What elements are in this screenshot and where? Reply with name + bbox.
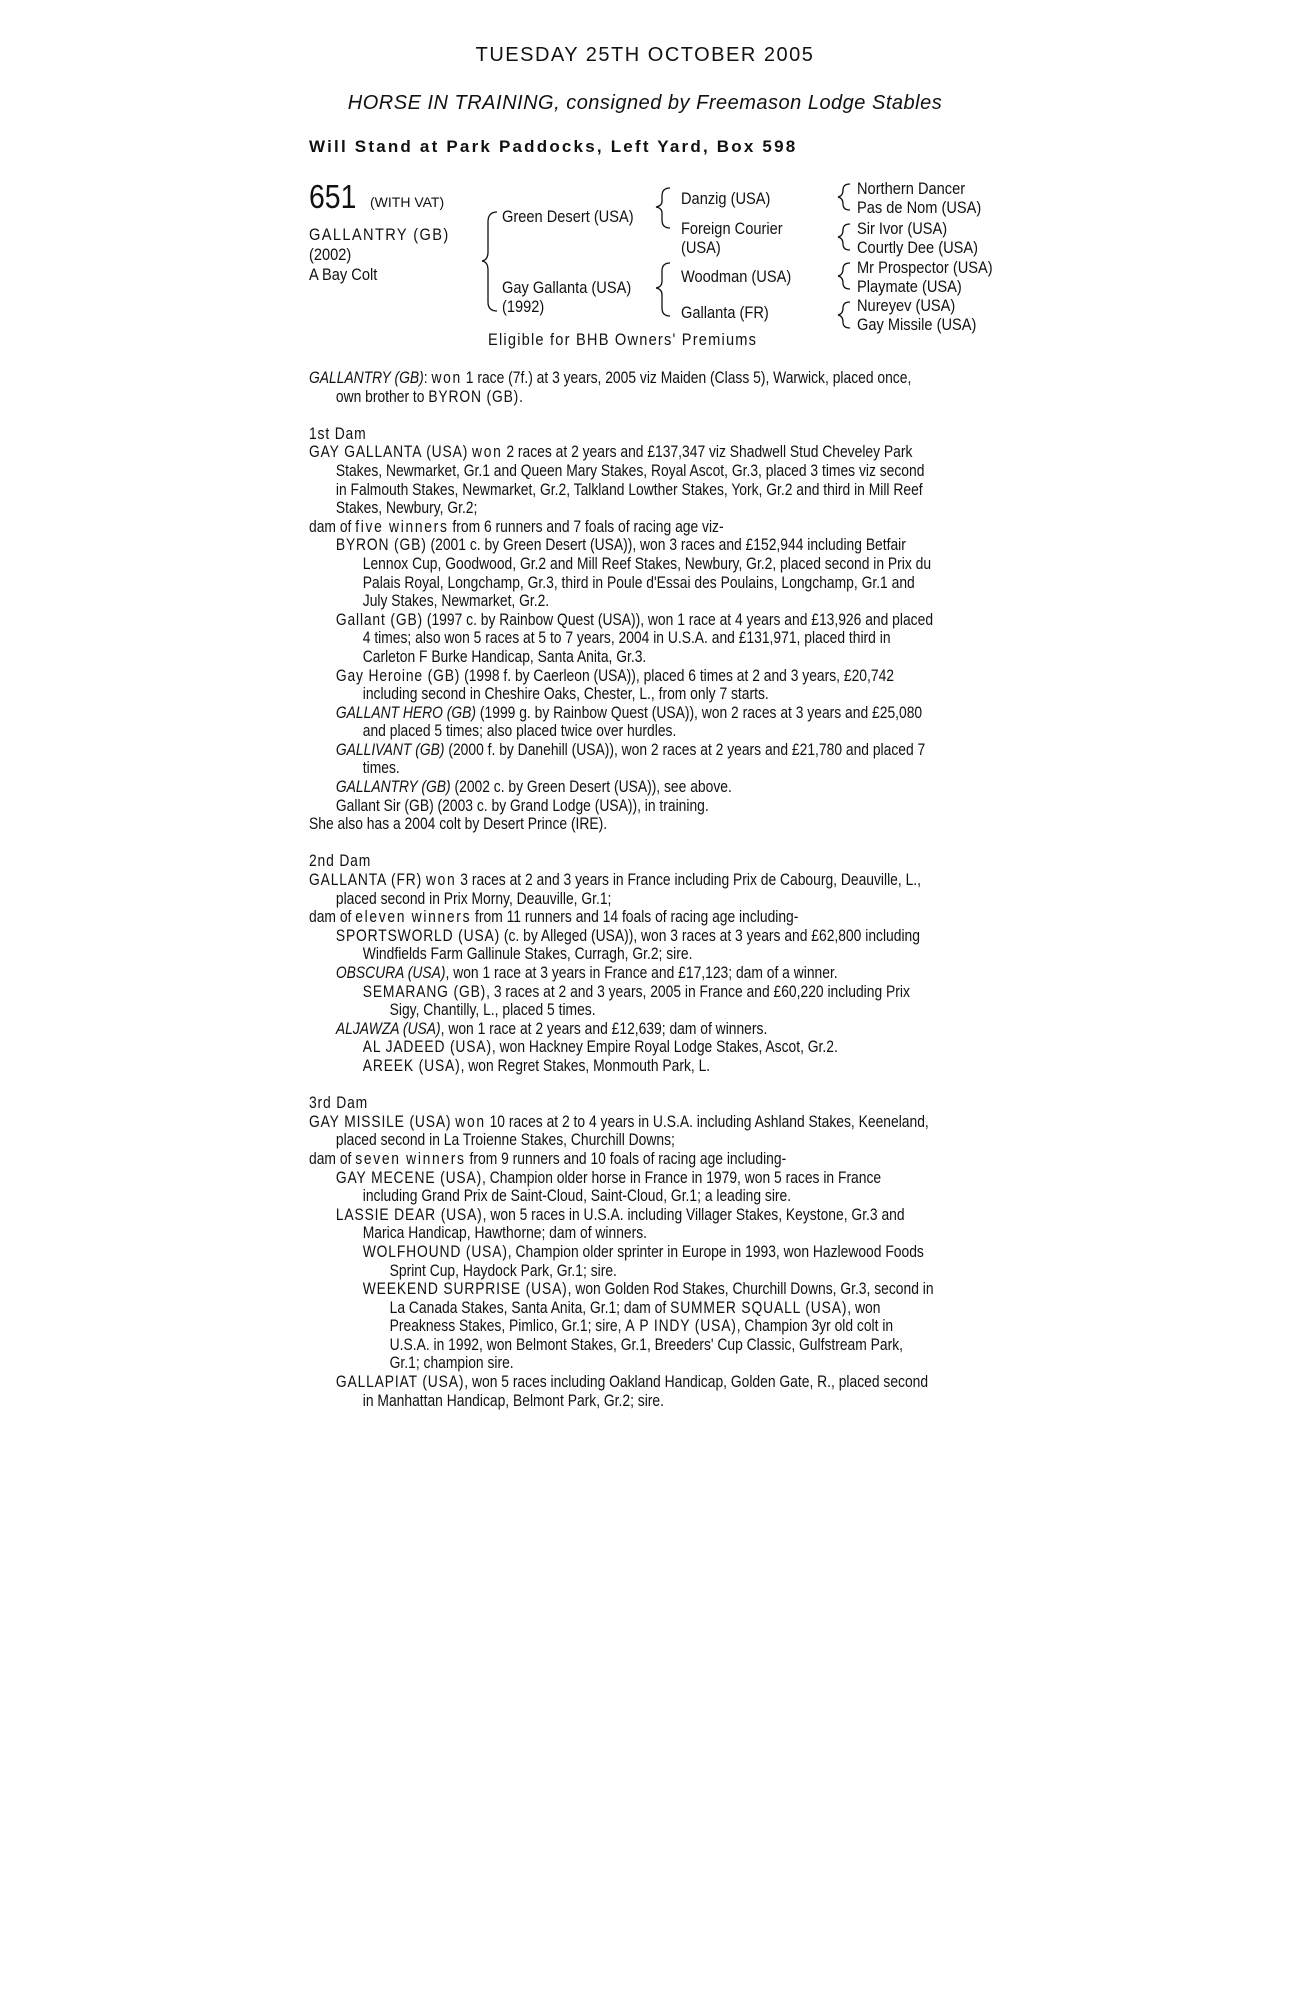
brace-ss <box>838 184 850 210</box>
produce-item: GALLAPIAT (USA), won 5 races including Oakland Handicap, Golden Gate, R., placed second in Manhattan Handicap, Belmont Park, Gr.2; sire. <box>335 1373 929 1410</box>
vat-note: (WITH VAT) <box>370 194 445 210</box>
own-brother-name: BYRON (GB) <box>428 387 520 406</box>
stand-location: Will Stand at Park Paddocks, Left Yard, Box 598 <box>309 137 798 156</box>
brace-sd <box>838 224 850 250</box>
produce-item: SPORTSWORLD (USA) (c. by Alleged (USA)), won 3 races at 3 years and £62,800 including Windfields Farm Gallinule Stakes, Curragh, Gr.2; sire. <box>335 926 920 964</box>
second-dam-heading: 2nd Dam <box>309 852 372 871</box>
first-dam-also: She also has a 2004 colt by Desert Prince (IRE). <box>309 815 608 834</box>
grand-produce-item: WOLFHOUND (USA), Champion older sprinter in Europe in 1993, won Hazlewood Foods Sprint Cup, Haydock Park, Gr.1; sire. <box>362 1242 924 1280</box>
pedigree-sire-dam: Foreign Courier <box>681 219 783 238</box>
produce-item: GALLANTRY (GB) (2002 c. by Green Desert (USA)), see above. <box>335 778 732 797</box>
pedigree-sds: Sir Ivor (USA) <box>857 219 948 238</box>
brace-dam <box>656 263 670 316</box>
pedigree-dam-dam: Gallanta (FR) <box>681 303 769 322</box>
pedigree-dss: Mr Prospector (USA) <box>857 258 993 277</box>
pedigree-sire-sire: Danzig (USA) <box>681 189 771 208</box>
pedigree-sire-dam-2: (USA) <box>681 238 721 257</box>
pedigree-dds: Nureyev (USA) <box>857 296 956 315</box>
brace-ds <box>838 263 850 289</box>
catalogue-body <box>309 369 935 1410</box>
brace-sire <box>656 188 670 228</box>
race-record: GALLANTRY (GB): won 1 race (7f.) at 3 years, 2005 viz Maiden (Class 5), Warwick, placed once, own brother to BYRON (GB). <box>309 369 912 406</box>
brace-dd <box>838 302 850 328</box>
grand-produce-item: AL JADEED (USA), won Hackney Empire Royal Lodge Stakes, Ascot, Gr.2. <box>362 1038 838 1057</box>
third-dam-record: GAY MISSILE (USA) won 10 races at 2 to 4 years in U.S.A. including Ashland Stakes, Keeneland, placed second in La Troienne Stakes, Churchill Downs; <box>309 1112 929 1150</box>
pedigree-dam-year: (1992) <box>502 297 545 316</box>
lot-number: 651 <box>309 178 357 215</box>
sale-date: TUESDAY 25TH OCTOBER 2005 <box>475 44 815 66</box>
horse-year: (2002) <box>309 245 352 264</box>
third-dam-summary: dam of seven winners from 9 runners and 10 foals of racing age including- <box>309 1149 787 1168</box>
pedigree-ddd: Gay Missile (USA) <box>857 315 977 334</box>
first-dam-summary: dam of five winners from 6 runners and 7 foals of racing age viz- <box>309 517 724 536</box>
grand-produce-item: WEEKEND SURPRISE (USA), won Golden Rod Stakes, Churchill Downs, Gr.3, second in La Canada Stakes, Santa Anita, Gr.1; dam of SUMMER SQUALL (USA), won Preakness Stakes, Pimlico, Gr.1; sire, A P INDY (USA), Champion 3yr old colt in U.S.A. in 1992, won Belmont Stakes, Gr.1, Breeders' Cup Classic, Gulfstream Park, Gr.1; champion sire. <box>362 1280 934 1373</box>
second-dam-summary: dam of eleven winners from 11 runners and 14 foals of racing age including- <box>309 908 799 927</box>
produce-item: Gallant (GB) (1997 c. by Rainbow Quest (USA)), won 1 race at 4 years and £13,926 and placed 4 times; also won 5 races at 5 to 7 years, 2004 in U.S.A. and £131,971, placed third in Carleton F Burke Handicap, Santa Anita, Gr.3. <box>335 610 934 666</box>
pedigree-dam: Gay Gallanta (USA) <box>502 278 632 297</box>
produce-item: GALLANT HERO (GB) (1999 g. by Rainbow Quest (USA)), won 2 races at 3 years and £25,080 and placed 5 times; also placed twice over hurdles. <box>335 703 923 741</box>
produce-item: Gay Heroine (GB) (1998 f. by Caerleon (USA)), placed 6 times at 2 and 3 years, £20,742 including second in Cheshire Oaks, Chester, L., from only 7 starts. <box>335 666 894 704</box>
pedigree-dsd: Playmate (USA) <box>857 277 962 296</box>
produce-item: GAY MECENE (USA), Champion older horse in France in 1979, won 5 races in France including Grand Prix de Saint-Cloud, Saint-Cloud, Gr.1; a leading sire. <box>335 1168 882 1206</box>
produce-item: BYRON (GB) (2001 c. by Green Desert (USA)), won 3 races and £152,944 including Betfair Lennox Cup, Goodwood, Gr.2 and Mill Reef Stakes, Newbury, Gr.2, placed second in Prix du Palais Royal, Longchamp, Gr.3, third in Poule d'Essai des Poulains, Longchamp, Gr.1 and July Stakes, Newmarket, Gr.2. <box>335 536 932 611</box>
pedigree-sss: Northern Dancer <box>857 179 966 198</box>
horse-name: GALLANTRY (GB) <box>309 225 450 244</box>
grand-produce-item: SEMARANG (GB), 3 races at 2 and 3 years, 2005 in France and £60,220 including Prix Sigy, Chantilly, L., placed 5 times. <box>362 982 910 1020</box>
first-dam-heading: 1st Dam <box>309 424 367 443</box>
record-horse-name: GALLANTRY (GB) <box>309 369 424 387</box>
pedigree-sire: Green Desert (USA) <box>502 207 634 226</box>
produce-item: ALJAWZA (USA), won 1 race at 2 years and £12,639; dam of winners. <box>335 1019 768 1038</box>
horse-description: A Bay Colt <box>309 265 378 284</box>
third-dam-heading: 3rd Dam <box>309 1094 369 1113</box>
produce-item: LASSIE DEAR (USA), won 5 races in U.S.A. including Villager Stakes, Keystone, Gr.3 and Marica Handicap, Hawthorne; dam of winners. <box>335 1205 905 1243</box>
produce-item: GALLIVANT (GB) (2000 f. by Danehill (USA)), won 2 races at 2 years and £21,780 and placed 7 times. <box>335 740 926 778</box>
first-dam-record: GAY GALLANTA (USA) won 2 races at 2 years and £137,347 viz Shadwell Stud Cheveley Park Stakes, Newmarket, Gr.1 and Queen Mary Stakes, Royal Ascot, Gr.3, placed 3 times viz second in Falmouth Stakes, Newmarket, Gr.2, Talkland Lowther Stakes, York, Gr.2 and third in Mill Reef Stakes, Newbury, Gr.2; <box>309 443 925 518</box>
eligibility-note: Eligible for BHB Owners' Premiums <box>488 330 758 349</box>
grand-produce-item: AREEK (USA), won Regret Stakes, Monmouth Park, L. <box>362 1056 711 1075</box>
produce-item: OBSCURA (USA), won 1 race at 3 years in France and £17,123; dam of a winner. <box>335 964 838 982</box>
brace-gen1 <box>482 212 497 311</box>
second-dam-record: GALLANTA (FR) won 3 races at 2 and 3 years in France including Prix de Cabourg, Deauville, L., placed second in Prix Morny, Deauville, Gr.1; <box>309 871 922 908</box>
consignment-line: HORSE IN TRAINING, consigned by Freemason Lodge Stables <box>347 92 943 114</box>
produce-item: Gallant Sir (GB) (2003 c. by Grand Lodge (USA)), in training. <box>335 796 709 815</box>
pedigree-sdd: Courtly Dee (USA) <box>857 238 979 257</box>
pedigree-dam-sire: Woodman (USA) <box>681 267 792 286</box>
pedigree-ssd: Pas de Nom (USA) <box>857 198 982 217</box>
